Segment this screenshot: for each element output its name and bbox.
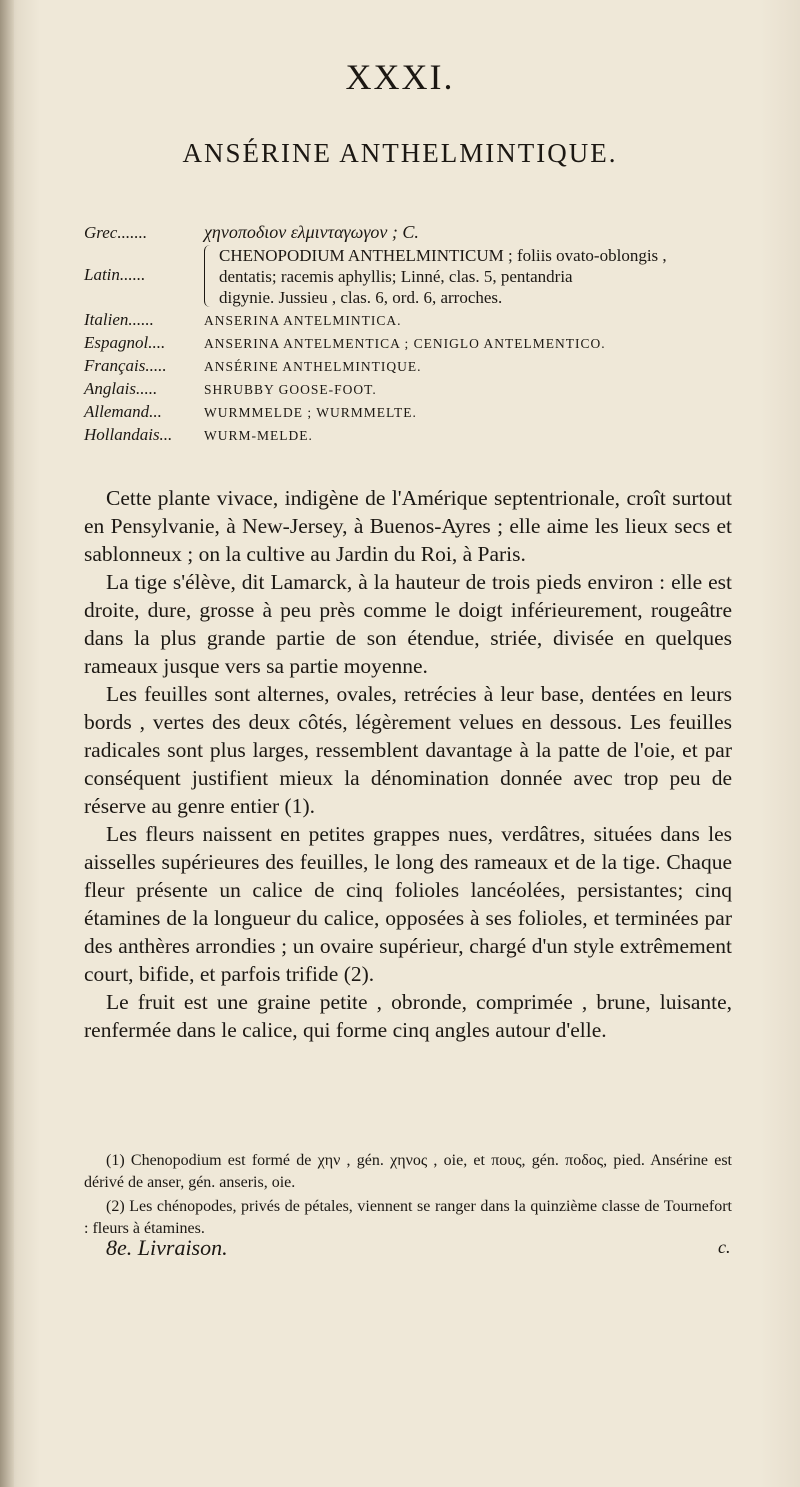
paragraph: Les fleurs naissent en petites grappes nues, verdâtres, situées dans les aisselles supérieures des feuilles, le long des rameaux et de la tige. Chaque fleur présente un calice de cinq folioles lancéolées, persistantes; cinq étamines de la longueur du calice, opposées à ses folioles, et terminées par des anthères arrondies ; un ovaire supérieur, chargé d'un style extrêmement court, bifide, et parfois trifide (2). bbox=[84, 822, 732, 986]
name-row-greek bbox=[84, 222, 744, 243]
latin-line: dentatis; racemis aphyllis; Linné, clas. 5, pentandria bbox=[219, 267, 573, 286]
lang-value: WURMMELDE ; WURMMELTE. bbox=[204, 405, 417, 420]
paragraph: La tige s'élève, dit Lamarck, à la hauteur de trois pieds environ : elle est droite, dure, grosse à peu près comme le doigt inférieurement, rougeâtre dans la plus grande partie de son étendue, striée, divisée en quelques rameaux jusque vers sa partie moyenne. bbox=[84, 570, 732, 678]
plate-number: XXXI. bbox=[345, 57, 455, 97]
signature-mark: c. bbox=[718, 1237, 731, 1257]
lang-label: Italien...... bbox=[84, 310, 154, 329]
latin-line: digynie. Jussieu , clas. 6, ord. 6, arroches. bbox=[219, 288, 503, 307]
paragraph: Cette plante vivace, indigène de l'Amérique septentrionale, croît surtout en Pensylvanie, à New-Jersey, à Buenos-Ayres ; elle aime les lieux secs et sablonneux ; on la cultive au Jardin du Roi, à Paris. bbox=[84, 486, 732, 566]
lang-label: Hollandais... bbox=[84, 425, 173, 444]
name-row bbox=[84, 402, 744, 423]
latin-description bbox=[219, 245, 739, 308]
lang-value: ANSÉRINE ANTHELMINTIQUE. bbox=[204, 359, 422, 374]
names-table bbox=[84, 222, 744, 448]
binding-shadow bbox=[0, 0, 14, 1487]
name-row bbox=[84, 379, 744, 400]
body-text bbox=[84, 484, 732, 1044]
lang-value: ANSERINA ANTELMINTICA. bbox=[204, 313, 402, 328]
latin-line: CHENOPODIUM ANTHELMINTICUM ; foliis ovato-oblongis , bbox=[219, 246, 667, 265]
name-row bbox=[84, 310, 744, 331]
footnotes bbox=[84, 1150, 732, 1242]
lang-label: Espagnol.... bbox=[84, 333, 166, 352]
livraison-label: 8e. Livraison. bbox=[106, 1235, 228, 1260]
lang-value: χηνοποδιον ελμινταγωγον ; C. bbox=[204, 222, 419, 242]
lang-value: SHRUBBY GOOSE-FOOT. bbox=[204, 382, 377, 397]
lang-label: Latin...... bbox=[84, 265, 146, 284]
name-row-latin bbox=[84, 245, 744, 308]
footnote: (1) Chenopodium est formé de χην , gén. χηνος , oie, et πους, gén. ποδος, pied. Ansérine est dérivé de anser, gén. anseris, oie. bbox=[84, 1152, 732, 1191]
lang-label: Anglais..... bbox=[84, 379, 158, 398]
name-row bbox=[84, 425, 744, 446]
footnote: (2) Les chénopodes, privés de pétales, viennent se ranger dans la quinzième classe de Tournefort : fleurs à étamines. bbox=[84, 1198, 732, 1237]
lang-value: ANSERINA ANTELMENTICA ; CENIGLO ANTELMENTICO. bbox=[204, 336, 606, 351]
paragraph: Le fruit est une graine petite , obronde, comprimée , brune, luisante, renfermée dans le calice, qui forme cinq angles autour d'elle. bbox=[84, 990, 732, 1042]
paragraph: Les feuilles sont alternes, ovales, retrécies à leur base, dentées en leurs bords , vertes des deux côtés, légèrement velues en dessous. Les feuilles radicales sont plus larges, ressemblent davantage à la patte de l'oie, et par conséquent justifient mieux la dénomination donnée avec trop peu de réserve au genre entier (1). bbox=[84, 682, 732, 818]
page-title: ANSÉRINE ANTHELMINTIQUE. bbox=[182, 138, 618, 168]
lang-label: Français..... bbox=[84, 356, 167, 375]
lang-label: Allemand... bbox=[84, 402, 162, 421]
lang-value: WURM-MELDE. bbox=[204, 428, 313, 443]
brace-icon bbox=[204, 245, 215, 307]
lang-label: Grec....... bbox=[84, 223, 148, 242]
name-row bbox=[84, 333, 744, 354]
name-row bbox=[84, 356, 744, 377]
